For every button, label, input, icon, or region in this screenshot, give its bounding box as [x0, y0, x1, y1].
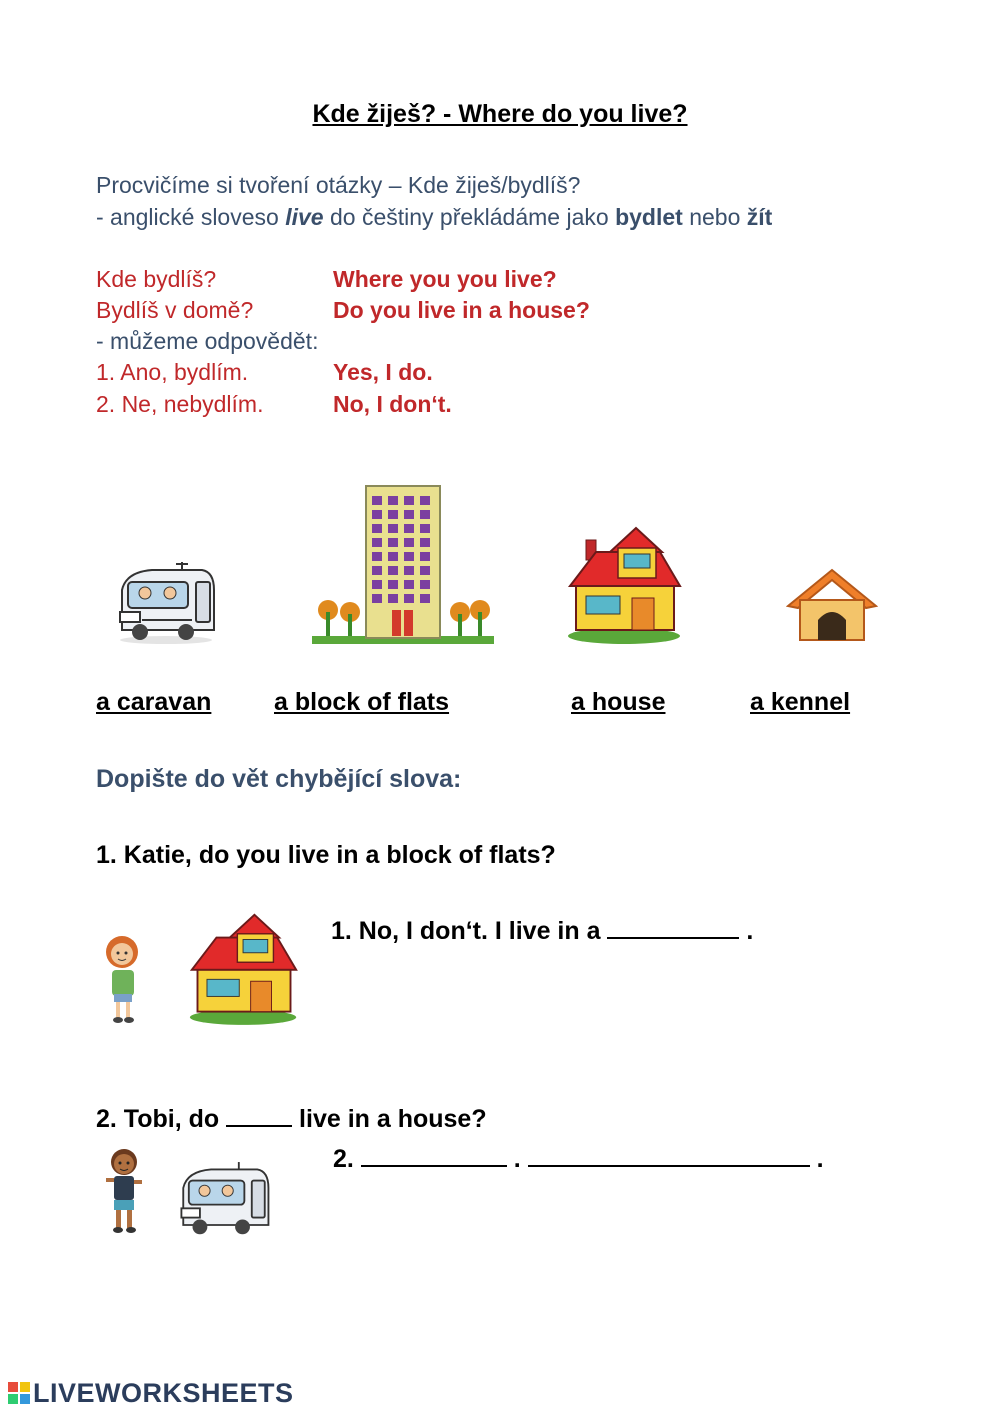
building-window [404, 524, 414, 533]
building-window [372, 580, 382, 589]
phrase-cz-2: Bydlíš v domě? [96, 297, 254, 323]
answer-2-prefix: 2. [333, 1145, 354, 1173]
intro-line-1: Procvičíme si tvoření otázky – Kde žiješ/bydlíš? [96, 172, 581, 198]
answer-2-blank-1[interactable] [361, 1145, 507, 1167]
building-window [420, 552, 430, 561]
question-1: 1. Katie, do you live in a block of flats? [96, 841, 556, 869]
answer-2-blank-2[interactable] [528, 1145, 810, 1167]
caravan-image [174, 1160, 274, 1240]
building-window [388, 510, 398, 519]
building-window [420, 566, 430, 575]
intro-text: nebo [682, 204, 747, 230]
building-window [372, 496, 382, 505]
phrase-en-2: Do you live in a house? [333, 297, 590, 323]
boy-tobi-image [100, 1146, 148, 1234]
building-window [388, 566, 398, 575]
house-image [188, 908, 300, 1026]
label-house: a house [571, 688, 666, 716]
building-window [404, 566, 414, 575]
phrase-en-1: Where you you live? [333, 266, 557, 292]
label-caravan: a caravan [96, 688, 212, 716]
building-window [420, 510, 430, 519]
answer-1-suffix: . [746, 917, 754, 945]
answer-1-prefix: 1. No, I don‘t. I live in a [331, 917, 601, 945]
girl-katie-image [98, 932, 148, 1024]
building-window [404, 496, 414, 505]
kennel-image [786, 568, 878, 644]
question-2-suffix: live in a house? [299, 1105, 487, 1133]
caravan-image [112, 560, 220, 646]
intro-text: - anglické sloveso [96, 204, 286, 230]
answer-2-sep: . [513, 1145, 521, 1173]
building-window [420, 496, 430, 505]
house-image [566, 522, 684, 644]
intro-zit: žít [746, 204, 773, 230]
question-2-prefix: 2. Tobi, do [96, 1105, 220, 1133]
exercise-heading: Dopište do vět chybějící slova: [96, 765, 462, 793]
phrase-cz-1: Kde bydlíš? [96, 266, 217, 292]
building-window [404, 552, 414, 561]
footer-logo[interactable] [8, 1378, 294, 1409]
intro-line-2 [96, 204, 772, 231]
building-window [388, 552, 398, 561]
page-title: Kde žiješ? - Where do you live? [312, 100, 688, 128]
answer-intro: - můžeme odpovědět: [96, 328, 319, 354]
question-2-blank[interactable] [226, 1105, 292, 1127]
building-window [420, 580, 430, 589]
label-kennel: a kennel [750, 688, 851, 716]
answer-en-1: Yes, I do. [333, 359, 433, 385]
footer-logo-text: LIVEWORKSHEETS [33, 1378, 294, 1408]
building-window [404, 510, 414, 519]
building-window [420, 524, 430, 533]
building-window [404, 580, 414, 589]
building-window [388, 594, 398, 603]
intro-text: do češtiny překládáme jako [323, 204, 616, 230]
intro-bydlet: bydlet [615, 204, 683, 230]
building-window [388, 580, 398, 589]
building-window [372, 566, 382, 575]
building-window [372, 552, 382, 561]
building-window [372, 538, 382, 547]
answer-cz-1: 1. Ano, bydlím. [96, 359, 249, 385]
intro-live: live [285, 204, 324, 230]
building-window [404, 594, 414, 603]
building-window [388, 524, 398, 533]
answer-line-2 [333, 1145, 824, 1174]
building-window [372, 594, 382, 603]
block-of-flats-image [312, 484, 494, 644]
answer-2-end: . [816, 1145, 824, 1173]
label-block-of-flats: a block of flats [274, 688, 450, 716]
question-2 [96, 1105, 487, 1134]
answer-cz-2: 2. Ne, nebydlím. [96, 391, 264, 417]
answer-line-1 [331, 917, 753, 946]
building-window [420, 538, 430, 547]
answer-en-2: No, I don‘t. [333, 391, 452, 417]
building-window [372, 524, 382, 533]
building-window [388, 538, 398, 547]
liveworksheets-logo-icon [8, 1382, 30, 1404]
building-window [420, 594, 430, 603]
building-window [388, 496, 398, 505]
building-window [404, 538, 414, 547]
building-window [372, 510, 382, 519]
answer-1-blank[interactable] [607, 917, 739, 939]
